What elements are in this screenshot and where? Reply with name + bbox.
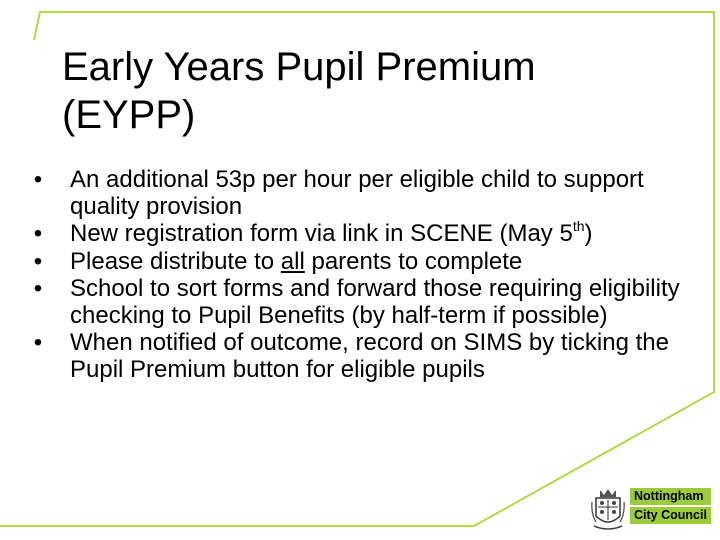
bullet-item (28, 218, 688, 248)
city-crest-icon (590, 484, 626, 534)
bullet-list (28, 167, 688, 384)
logo-line-1: Nottingham (630, 488, 711, 505)
bullet-text: School to sort forms and forward those requiring eligibility checking to Pupil Benefits (by half-term if possible) (70, 275, 680, 329)
bullet-text-end: parents to complete (304, 247, 523, 275)
slide-title (62, 43, 662, 139)
bullet-text: New registration form via link in SCENE (May 5 (70, 220, 573, 247)
underlined-word: all (280, 247, 305, 275)
title-line-2: (EYPP) (62, 93, 196, 137)
bullet-dot: • (33, 166, 43, 193)
title-line-1: Early Years Pupil Premium (62, 45, 536, 89)
bullet-item (28, 249, 688, 276)
superscript: th (572, 218, 585, 234)
bullet-item (28, 330, 688, 383)
bullet-dot: • (33, 275, 43, 302)
logo-line-2: City Council (630, 507, 711, 524)
bullet-text-end: ) (584, 220, 593, 247)
bullet-dot: • (33, 247, 43, 275)
bullet-text: An additional 53p per hour per eligible child to support quality provision (70, 166, 644, 220)
bullet-dot: • (33, 329, 43, 356)
bullet-item (28, 167, 688, 220)
bullet-text: When notified of outcome, record on SIMS by ticking the Pupil Premium button for eligible pupils (70, 329, 669, 383)
bullet-dot: • (33, 220, 43, 247)
bullet-item (28, 276, 688, 329)
nottingham-city-council-logo (590, 484, 715, 534)
bullet-text: Please distribute to (70, 247, 281, 275)
logo-wordmark (630, 488, 711, 526)
